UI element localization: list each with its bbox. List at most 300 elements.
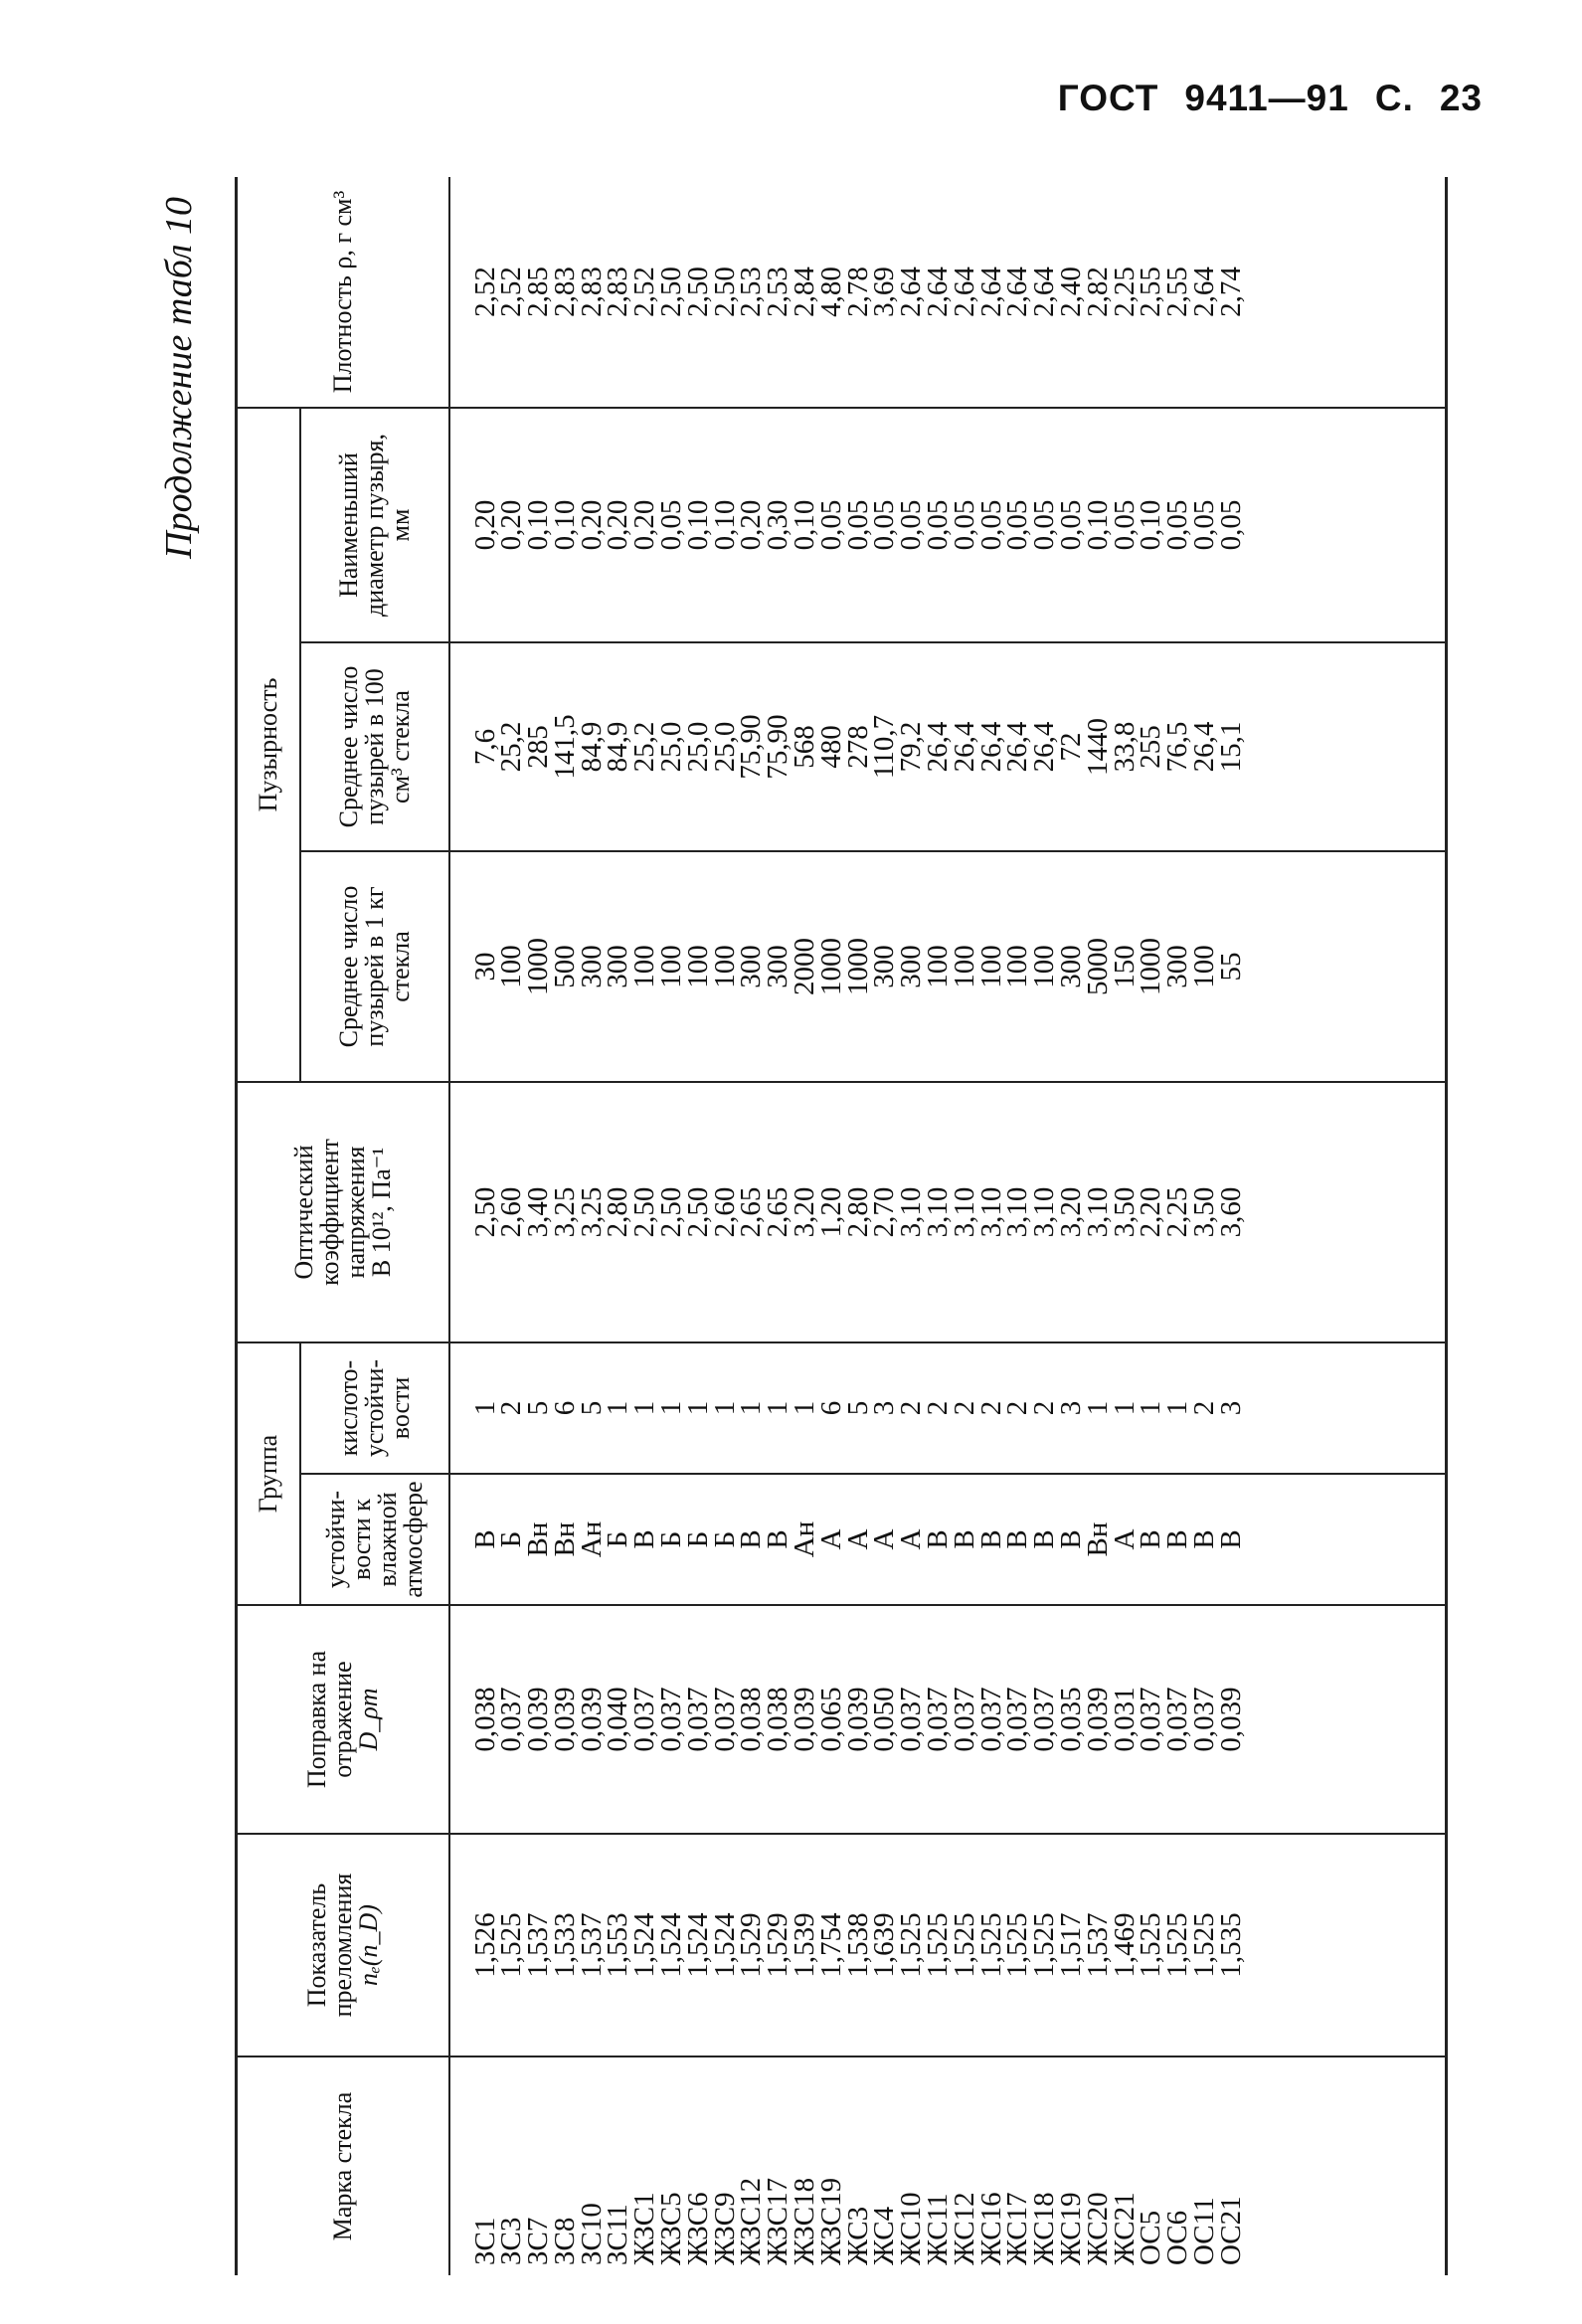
cell-optical: 3,10 [1028, 1186, 1061, 1238]
cell-reflection: 0,037 [708, 1687, 741, 1752]
cell-humidity: В [735, 1529, 768, 1549]
cell-refraction: 1,524 [655, 1912, 688, 1978]
cell-humidity: Ан [789, 1520, 821, 1558]
cell-reflection: 0,038 [762, 1687, 794, 1752]
cell-optical: 3,20 [1055, 1186, 1088, 1238]
cell-density: 2,50 [708, 267, 741, 317]
cell-refraction: 1,539 [789, 1912, 821, 1978]
cell-reflection: 0,039 [789, 1687, 821, 1752]
cell-min-diam: 0,05 [974, 499, 1007, 551]
cell-refraction: 1,525 [948, 1912, 980, 1978]
cell-optical: 3,10 [1001, 1186, 1034, 1238]
cell-mark: ЖС18 [1028, 2192, 1061, 2265]
cell-refraction: 1,517 [1055, 1912, 1088, 1978]
cell-bubbles-100: 25,0 [655, 721, 688, 773]
header-optical-unit: B 10¹², Па⁻¹ [366, 1147, 396, 1278]
cell-humidity: В [1028, 1529, 1061, 1549]
cell-reflection: 0,037 [655, 1687, 688, 1752]
cell-acid: 2 [922, 1400, 955, 1416]
cell-min-diam: 0,05 [1161, 499, 1194, 551]
cell-density: 2,64 [922, 267, 955, 317]
cell-refraction: 1,533 [548, 1912, 581, 1978]
cell-acid: 1 [681, 1400, 714, 1416]
cell-acid: 1 [735, 1400, 768, 1416]
cell-bubbles-kg: 1000 [841, 937, 874, 995]
cell-reflection: 0,037 [495, 1687, 528, 1752]
cell-optical: 2,80 [841, 1186, 874, 1238]
cell-optical: 3,10 [1081, 1186, 1114, 1238]
cell-density: 2,83 [548, 267, 581, 317]
cell-optical: 3,25 [548, 1186, 581, 1238]
cell-bubbles-kg: 2000 [789, 937, 821, 995]
cell-humidity: Б [655, 1530, 688, 1548]
cell-mark: ЖС3 [841, 2206, 874, 2265]
cell-min-diam: 0,05 [1001, 499, 1034, 551]
cell-mark: ОС21 [1214, 2196, 1247, 2265]
cell-bubbles-100: 26,4 [1001, 721, 1034, 773]
cell-humidity: Б [602, 1530, 634, 1548]
cell-humidity: В [948, 1529, 980, 1549]
cell-bubbles-100: 141,5 [548, 714, 581, 780]
cell-acid: 5 [575, 1400, 608, 1416]
cell-refraction: 1,525 [1135, 1912, 1167, 1978]
standard-name: ГОСТ [1057, 78, 1159, 118]
cell-optical: 2,50 [681, 1186, 714, 1238]
cell-acid: 2 [1028, 1400, 1061, 1416]
cell-density: 2,82 [1081, 267, 1114, 317]
cell-acid: 5 [522, 1400, 555, 1416]
cell-bubbles-kg: 100 [708, 945, 741, 988]
cell-optical: 2,60 [708, 1186, 741, 1238]
cell-bubbles-kg: 150 [1108, 945, 1141, 988]
cell-density: 2,74 [1214, 267, 1247, 317]
cell-humidity: В [1055, 1529, 1088, 1549]
cell-reflection: 0,037 [948, 1687, 980, 1752]
cell-refraction: 1,525 [974, 1912, 1007, 1978]
cell-mark: ЖЗС12 [735, 2177, 768, 2265]
cell-optical: 2,80 [602, 1186, 634, 1238]
cell-refraction: 1,525 [1028, 1912, 1061, 1978]
cell-min-diam: 0,05 [841, 499, 874, 551]
cell-reflection: 0,037 [922, 1687, 955, 1752]
cell-bubbles-100: 25,0 [681, 721, 714, 773]
cell-bubbles-100: 26,4 [974, 721, 1007, 773]
cell-mark: ОС6 [1161, 2210, 1194, 2265]
cell-optical: 1,20 [814, 1186, 847, 1238]
cell-bubbles-100: 26,4 [1188, 721, 1221, 773]
cell-acid: 2 [1001, 1400, 1034, 1416]
cell-bubbles-kg: 100 [1001, 945, 1034, 988]
cell-refraction: 1,754 [814, 1912, 847, 1978]
cell-mark: ЗС10 [575, 2203, 608, 2265]
cell-acid: 1 [1161, 1400, 1194, 1416]
cell-bubbles-100: 75,90 [762, 714, 794, 780]
cell-acid: 1 [602, 1400, 634, 1416]
cell-density: 2,85 [522, 267, 555, 317]
cell-humidity: В [628, 1529, 661, 1549]
cell-bubbles-kg: 1000 [814, 937, 847, 995]
cell-mark: ЖЗС19 [814, 2177, 847, 2265]
cell-humidity: В [1188, 1529, 1221, 1549]
col-density [449, 177, 1447, 408]
cell-optical: 2,50 [655, 1186, 688, 1238]
header-mark: Марка стекла [237, 2056, 449, 2275]
cell-bubbles-kg: 100 [922, 945, 955, 988]
cell-optical: 3,10 [948, 1186, 980, 1238]
cell-bubbles-kg: 100 [974, 945, 1007, 988]
cell-density: 2,84 [789, 267, 821, 317]
cell-min-diam: 0,20 [628, 499, 661, 551]
cell-bubbles-100: 480 [814, 725, 847, 769]
cell-min-diam: 0,20 [468, 499, 501, 551]
col-humidity [449, 1474, 1447, 1605]
cell-acid: 1 [655, 1400, 688, 1416]
cell-humidity: В [762, 1529, 794, 1549]
cell-min-diam: 0,10 [789, 499, 821, 551]
header-refraction: Показатель преломления nₑ(n_D) [237, 1834, 449, 2056]
cell-density: 2,64 [974, 267, 1007, 317]
cell-min-diam: 0,05 [948, 499, 980, 551]
cell-bubbles-kg: 300 [868, 945, 901, 988]
cell-min-diam: 0,20 [575, 499, 608, 551]
cell-refraction: 1,524 [708, 1912, 741, 1978]
cell-density: 3,69 [868, 267, 901, 317]
cell-density: 2,55 [1161, 267, 1194, 317]
cell-reflection: 0,039 [1081, 1687, 1114, 1752]
cell-humidity: А [841, 1528, 874, 1550]
header-optical: Оптический коэффициент напряжения B 10¹², Па⁻¹ [237, 1082, 449, 1342]
cell-mark: ЗС1 [468, 2217, 501, 2265]
cell-mark: ЖЗС5 [655, 2192, 688, 2265]
cell-bubbles-100: 84,9 [575, 721, 608, 773]
header-reflection-symbol: D_ρm [353, 1688, 383, 1751]
cell-reflection: 0,037 [1188, 1687, 1221, 1752]
cell-reflection: 0,037 [628, 1687, 661, 1752]
cell-mark: ЗС3 [495, 2217, 528, 2265]
cell-reflection: 0,039 [1214, 1687, 1247, 1752]
cell-reflection: 0,037 [1001, 1687, 1034, 1752]
cell-acid: 1 [789, 1400, 821, 1416]
cell-bubbles-100: 15,1 [1214, 721, 1247, 773]
cell-humidity: В [1001, 1529, 1034, 1549]
cell-min-diam: 0,10 [548, 499, 581, 551]
cell-bubbles-kg: 30 [468, 952, 501, 982]
cell-reflection: 0,037 [1028, 1687, 1061, 1752]
cell-bubbles-100: 26,4 [922, 721, 955, 773]
cell-refraction: 1,538 [841, 1912, 874, 1978]
cell-acid: 6 [814, 1400, 847, 1416]
cell-bubbles-100: 25,2 [628, 721, 661, 773]
cell-bubbles-kg: 100 [1028, 945, 1061, 988]
cell-refraction: 1,525 [495, 1912, 528, 1978]
cell-min-diam: 0,20 [602, 499, 634, 551]
cell-density: 2,52 [628, 267, 661, 317]
cell-humidity: А [1108, 1528, 1141, 1550]
cell-density: 2,64 [948, 267, 980, 317]
cell-density: 2,40 [1055, 267, 1088, 317]
cell-density: 2,55 [1135, 267, 1167, 317]
cell-bubbles-kg: 300 [735, 945, 768, 988]
cell-bubbles-100: 84,9 [602, 721, 634, 773]
cell-humidity: Ан [575, 1520, 608, 1558]
cell-bubbles-100: 33,8 [1108, 721, 1141, 773]
cell-refraction: 1,526 [468, 1912, 501, 1978]
cell-density: 2,83 [575, 267, 608, 317]
cell-density: 2,78 [841, 267, 874, 317]
cell-reflection: 0,038 [468, 1687, 501, 1752]
cell-bubbles-kg: 100 [655, 945, 688, 988]
cell-min-diam: 0,05 [922, 499, 955, 551]
cell-density: 2,53 [735, 267, 768, 317]
cell-refraction: 1,469 [1108, 1912, 1141, 1978]
cell-humidity: Б [708, 1530, 741, 1548]
cell-acid: 6 [548, 1400, 581, 1416]
cell-bubbles-100: 79,2 [895, 721, 928, 773]
glass-properties-table [235, 177, 1448, 2275]
cell-bubbles-kg: 100 [495, 945, 528, 988]
cell-refraction: 1,525 [922, 1912, 955, 1978]
cell-density: 2,64 [1001, 267, 1034, 317]
cell-humidity: Вн [548, 1521, 581, 1557]
cell-reflection: 0,031 [1108, 1687, 1141, 1752]
cell-reflection: 0,039 [841, 1687, 874, 1752]
col-reflection [449, 1605, 1447, 1834]
header-humidity: устойчи-вости к влажной атмосфере [300, 1474, 449, 1605]
cell-min-diam: 0,05 [1188, 499, 1221, 551]
cell-bubbles-100: 75,90 [735, 714, 768, 780]
cell-bubbles-100: 278 [841, 725, 874, 769]
cell-mark: ЖС19 [1055, 2192, 1088, 2265]
cell-bubbles-kg: 5000 [1081, 937, 1114, 995]
cell-reflection: 0,035 [1055, 1687, 1088, 1752]
col-bubbles-100 [449, 642, 1447, 851]
cell-min-diam: 0,05 [868, 499, 901, 551]
cell-density: 2,25 [1108, 267, 1141, 317]
cell-bubbles-kg: 1000 [522, 937, 555, 995]
cell-humidity: А [868, 1528, 901, 1550]
cell-acid: 1 [1135, 1400, 1167, 1416]
header-density: Плотность ρ, г см³ [237, 177, 449, 408]
cell-density: 2,52 [495, 267, 528, 317]
cell-acid: 2 [974, 1400, 1007, 1416]
cell-mark: ЖЗС17 [762, 2177, 794, 2265]
cell-reflection: 0,065 [814, 1687, 847, 1752]
cell-refraction: 1,525 [1001, 1912, 1034, 1978]
cell-density: 2,64 [1028, 267, 1061, 317]
cell-density: 2,50 [681, 267, 714, 317]
cell-mark: ЖС17 [1001, 2192, 1034, 2265]
cell-refraction: 1,535 [1214, 1912, 1247, 1978]
cell-acid: 2 [948, 1400, 980, 1416]
cell-mark: ЖС16 [974, 2192, 1007, 2265]
cell-bubbles-100: 1440 [1081, 717, 1114, 776]
cell-bubbles-100: 72 [1055, 732, 1088, 762]
cell-reflection: 0,037 [681, 1687, 714, 1752]
cell-density: 2,52 [468, 267, 501, 317]
cell-mark: ЖС4 [868, 2206, 901, 2265]
cell-mark: ЖС12 [948, 2192, 980, 2265]
cell-humidity: В [974, 1529, 1007, 1549]
cell-refraction: 1,639 [868, 1912, 901, 1978]
cell-density: 2,53 [762, 267, 794, 317]
cell-bubbles-100: 568 [789, 725, 821, 769]
cell-humidity: А [895, 1528, 928, 1550]
cell-refraction: 1,525 [895, 1912, 928, 1978]
cell-refraction: 1,537 [575, 1912, 608, 1978]
cell-mark: ЖС10 [895, 2192, 928, 2265]
cell-acid: 3 [868, 1400, 901, 1416]
cell-bubbles-kg: 300 [762, 945, 794, 988]
cell-min-diam: 0,05 [814, 499, 847, 551]
cell-min-diam: 0,20 [495, 499, 528, 551]
cell-bubbles-100: 7,6 [468, 728, 501, 766]
cell-reflection: 0,040 [602, 1687, 634, 1752]
cell-min-diam: 0,20 [735, 499, 768, 551]
cell-acid: 3 [1055, 1400, 1088, 1416]
cell-reflection: 0,050 [868, 1687, 901, 1752]
cell-bubbles-kg: 500 [548, 945, 581, 988]
cell-optical: 3,25 [575, 1186, 608, 1238]
cell-acid: 2 [1188, 1400, 1221, 1416]
cell-reflection: 0,037 [974, 1687, 1007, 1752]
cell-bubbles-kg: 300 [575, 945, 608, 988]
cell-optical: 2,20 [1135, 1186, 1167, 1238]
cell-optical: 2,70 [868, 1186, 901, 1238]
cell-optical: 2,25 [1161, 1186, 1194, 1238]
col-mark [449, 2056, 1447, 2275]
cell-bubbles-100: 26,4 [1028, 721, 1061, 773]
cell-optical: 2,60 [495, 1186, 528, 1238]
cell-reflection: 0,039 [548, 1687, 581, 1752]
cell-bubbles-100: 285 [522, 725, 555, 769]
cell-bubbles-kg: 100 [1188, 945, 1221, 988]
cell-humidity: Вн [1081, 1521, 1114, 1557]
cell-mark: ЗС8 [548, 2217, 581, 2265]
cell-optical: 2,65 [762, 1186, 794, 1238]
col-bubbles-kg [449, 851, 1447, 1082]
cell-density: 2,64 [895, 267, 928, 317]
cell-humidity: В [468, 1529, 501, 1549]
cell-density: 4,80 [814, 267, 847, 317]
cell-reflection: 0,039 [575, 1687, 608, 1752]
cell-min-diam: 0,10 [681, 499, 714, 551]
cell-acid: 1 [708, 1400, 741, 1416]
cell-mark: ЖЗС1 [628, 2192, 661, 2265]
cell-acid: 2 [495, 1400, 528, 1416]
table-caption: Продолжение табл 10 [158, 197, 200, 559]
header-bubbles-100: Среднее число пузырей в 100 см³ стекла [300, 642, 449, 851]
cell-refraction: 1,529 [762, 1912, 794, 1978]
cell-optical: 3,10 [922, 1186, 955, 1238]
cell-min-diam: 0,10 [1081, 499, 1114, 551]
cell-acid: 1 [468, 1400, 501, 1416]
header-min-diameter: Наименьший диаметр пузыря, мм [300, 408, 449, 642]
cell-bubbles-kg: 100 [681, 945, 714, 988]
page-prefix: С. [1374, 78, 1414, 118]
cell-bubbles-100: 255 [1135, 725, 1167, 769]
cell-optical: 2,50 [468, 1186, 501, 1238]
cell-mark: ЖС11 [922, 2193, 955, 2265]
cell-reflection: 0,038 [735, 1687, 768, 1752]
cell-bubbles-100: 25,2 [495, 721, 528, 773]
cell-bubbles-100: 26,4 [948, 721, 980, 773]
page-header [1058, 78, 1483, 119]
cell-optical: 3,10 [974, 1186, 1007, 1238]
cell-humidity: В [1214, 1529, 1247, 1549]
col-acid [449, 1342, 1447, 1474]
cell-optical: 3,40 [522, 1186, 555, 1238]
cell-reflection: 0,037 [895, 1687, 928, 1752]
page-number: 23 [1439, 78, 1483, 118]
cell-bubbles-100: 76,5 [1161, 721, 1194, 773]
cell-min-diam: 0,10 [1135, 499, 1167, 551]
cell-bubbles-kg: 300 [1161, 945, 1194, 988]
cell-humidity: В [1135, 1529, 1167, 1549]
cell-reflection: 0,037 [1135, 1687, 1167, 1752]
cell-refraction: 1,525 [1188, 1912, 1221, 1978]
cell-acid: 3 [1214, 1400, 1247, 1416]
cell-refraction: 1,553 [602, 1912, 634, 1978]
cell-optical: 2,65 [735, 1186, 768, 1238]
cell-acid: 1 [1108, 1400, 1141, 1416]
cell-optical: 3,60 [1214, 1186, 1247, 1238]
cell-reflection: 0,037 [1161, 1687, 1194, 1752]
cell-density: 2,83 [602, 267, 634, 317]
cell-bubbles-kg: 300 [895, 945, 928, 988]
cell-refraction: 1,537 [1081, 1912, 1114, 1978]
cell-mark: ЗС11 [602, 2204, 634, 2265]
cell-mark: ЖЗС9 [708, 2192, 741, 2265]
cell-acid: 1 [1081, 1400, 1114, 1416]
cell-min-diam: 0,10 [708, 499, 741, 551]
header-acid: кислото-устойчи-вости [300, 1342, 449, 1474]
cell-refraction: 1,525 [1161, 1912, 1194, 1978]
cell-density: 2,64 [1188, 267, 1221, 317]
cell-acid: 1 [762, 1400, 794, 1416]
header-bubbles-kg: Среднее число пузырей в 1 кг стекла [300, 851, 449, 1082]
cell-min-diam: 0,05 [1108, 499, 1141, 551]
cell-bubbles-kg: 55 [1214, 952, 1247, 982]
cell-bubbles-kg: 100 [628, 945, 661, 988]
header-bubble: Пузырность [237, 408, 300, 1082]
cell-refraction: 1,537 [522, 1912, 555, 1978]
rotated-content [157, 177, 1470, 2275]
cell-mark: ЖС20 [1081, 2192, 1114, 2265]
cell-acid: 2 [895, 1400, 928, 1416]
cell-optical: 3,20 [789, 1186, 821, 1238]
cell-mark: ЖЗС18 [789, 2177, 821, 2265]
cell-humidity: Б [681, 1530, 714, 1548]
cell-humidity: А [814, 1528, 847, 1550]
cell-mark: ЖЗС6 [681, 2192, 714, 2265]
cell-min-diam: 0,05 [655, 499, 688, 551]
rotated-table-area [157, 177, 1470, 2275]
cell-optical: 3,10 [895, 1186, 928, 1238]
cell-min-diam: 0,05 [895, 499, 928, 551]
cell-bubbles-kg: 300 [1055, 945, 1088, 988]
col-min-diameter [449, 408, 1447, 642]
col-optical [449, 1082, 1447, 1342]
cell-bubbles-kg: 1000 [1135, 937, 1167, 995]
cell-acid: 5 [841, 1400, 874, 1416]
cell-min-diam: 0,05 [1028, 499, 1061, 551]
header-refraction-symbol: nₑ(n_D) [353, 1904, 383, 1986]
cell-optical: 3,50 [1108, 1186, 1141, 1238]
cell-bubbles-kg: 300 [602, 945, 634, 988]
cell-mark: ОС11 [1188, 2197, 1221, 2265]
cell-min-diam: 0,05 [1214, 499, 1247, 551]
cell-mark: ЗС7 [522, 2217, 555, 2265]
